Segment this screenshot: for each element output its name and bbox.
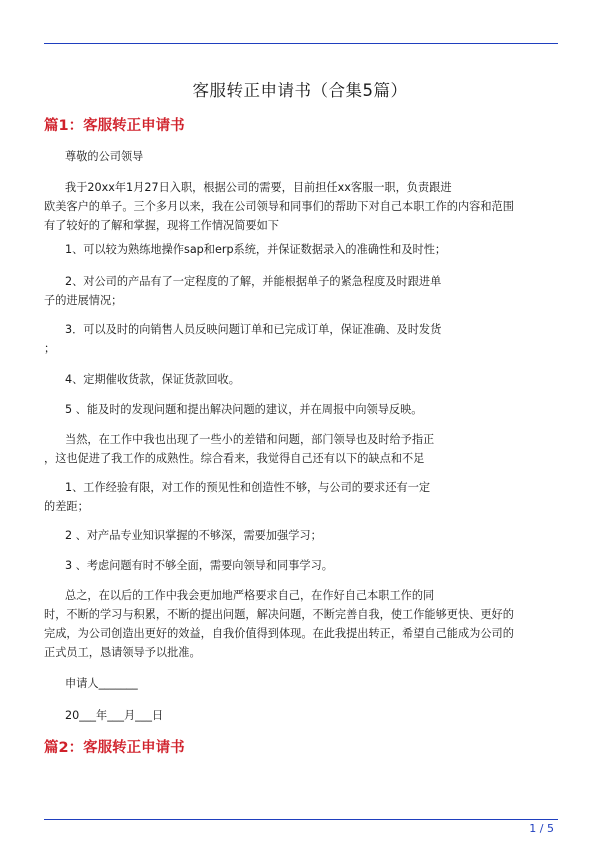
paragraph-line: 2、对公司的产品有了一定程度的了解，并能根据单子的紧急程度及时跟进单 (65, 275, 442, 288)
list-item (44, 272, 558, 310)
paragraph-conclusion (44, 586, 558, 662)
paragraph-line: 的差距； (44, 500, 89, 513)
paragraph-line: 5 、能及时的发现问题和提出解决问题的建议，并在周报中向领导反映。 (65, 403, 423, 416)
list-item (44, 478, 558, 516)
list-item (44, 370, 558, 389)
section-heading-1: 篇1：客服转正申请书 (44, 118, 185, 134)
document-title: 客服转正申请书（合集5篇） (192, 81, 408, 100)
list-item (44, 240, 558, 259)
paragraph-line: 4、定期催收货款，保证货款回收。 (65, 373, 240, 386)
date-line: 20___年___月___日 (65, 709, 164, 722)
paragraph-line: 1、工作经验有限，对工作的预见性和创造性不够，与公司的要求还有一定 (65, 481, 431, 494)
paragraph-line: 3．可以及时的向销售人员反映问题订单和已完成订单，保证准确、及时发货 (65, 323, 442, 336)
paragraph-shortcomings (44, 430, 558, 468)
applicant-line: 申请人_______ (65, 677, 138, 690)
paragraph-line: 3 、考虑问题有时不够全面，需要向领导和同事学习。 (65, 559, 333, 572)
paragraph-line: 2 、对产品专业知识掌握的不够深，需要加强学习； (65, 529, 322, 542)
page-number: 1 / 5 (529, 822, 554, 835)
list-item (44, 556, 558, 575)
paragraph-line: 正式员工，恳请领导予以批准。 (44, 646, 201, 659)
list-item (44, 526, 558, 545)
list-item (44, 400, 558, 419)
paragraph-line: 完成，为公司创造出更好的效益，自我价值得到体现。在此我提出转正，希望自己能成为公司的 (44, 627, 514, 640)
top-rule (44, 43, 558, 44)
paragraph-line: 我于20xx年1月27日入职，根据公司的需要，目前担任xx客服一职，负责跟进 (65, 181, 452, 194)
paragraph-line: 总之，在以后的工作中我会更加地严格要求自己，在作好自己本职工作的同 (65, 589, 435, 602)
salutation: 尊敬的公司领导 (65, 150, 144, 163)
paragraph-line: ； (44, 342, 56, 355)
paragraph-line: 当然，在工作中我也出现了一些小的差错和问题，部门领导也及时给予指正 (65, 433, 435, 446)
paragraph-line: 子的进展情况； (44, 294, 123, 307)
paragraph-line: 1、可以较为熟练地操作sap和erp系统，并保证数据录入的准确性和及时性； (65, 243, 447, 256)
list-item (44, 320, 558, 358)
bottom-rule (44, 819, 558, 820)
section-heading-2: 篇2：客服转正申请书 (44, 740, 185, 756)
paragraph-line: ，这也促进了我工作的成熟性。综合看来，我觉得自己还有以下的缺点和不足 (44, 452, 425, 465)
paragraph-line: 欧美客户的单子。三个多月以来，我在公司领导和同事们的帮助下对自己本职工作的内容和范围 (44, 200, 514, 213)
paragraph-line: 时，不断的学习与积累，不断的提出问题，解决问题，不断完善自我，使工作能够更快、更好的 (44, 608, 514, 621)
paragraph-line: 有了较好的了解和掌握，现将工作情况简要如下 (44, 219, 279, 232)
paragraph-intro (44, 178, 558, 235)
